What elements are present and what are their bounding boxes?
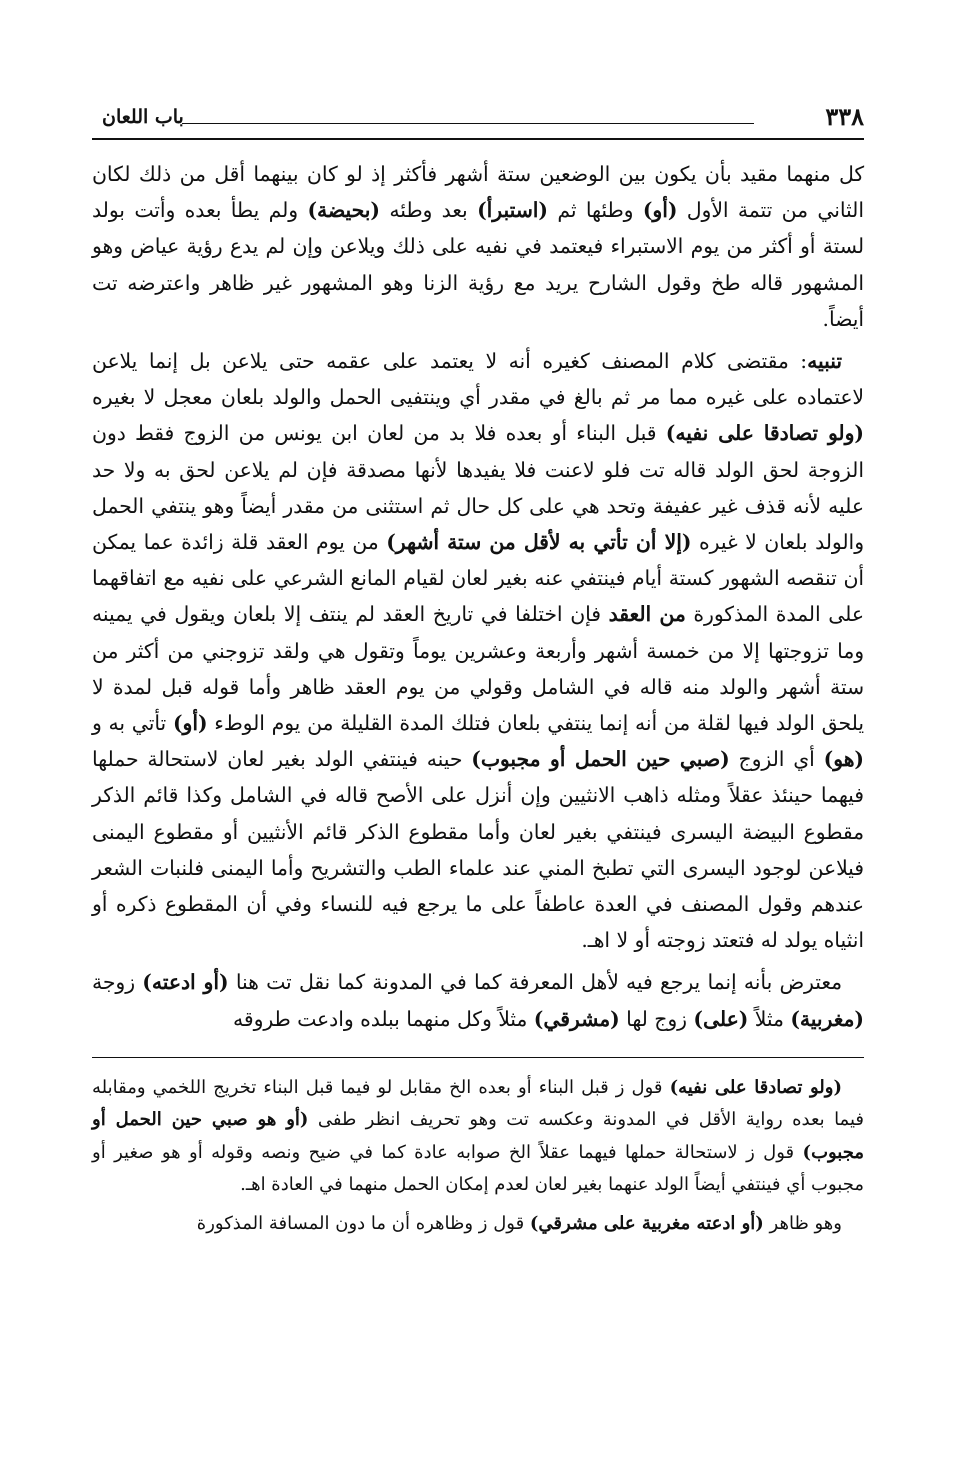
text-run: زوج لها	[619, 1006, 694, 1031]
bold-term: (إلا أن تأتي به لأقل من ستة أشهر)	[386, 530, 692, 555]
paragraph-1	[92, 156, 864, 337]
text-run: وطئها ثم	[547, 198, 643, 223]
text-run: كل منهما مقيد بأن يكون بين الوضعين ستة أشهر فأكثر إذ لو كان بينهما أقل من ذلك لكان الثاني من تتمة الأول	[92, 162, 864, 223]
bold-term: (مغربية)	[790, 1006, 864, 1031]
text-run: تأتي به و	[92, 711, 173, 736]
text-run: قول ز لاستحالة حملها فيهما عقلاً الخ صوابه عادة كما في ضيح ونصه وقوله أو هو صغير أو مجبوب أي فينتفي أيضاً الولد عنهما بغير لعان لعدم إمكان الحمل منهما في العادة اهـ.	[92, 1141, 864, 1196]
text-run: فإن اختلفا في تاريخ العقد لم ينتف إلا بلعان ويقول في يمينه وما تزوجتها إلا من خمسة أشهر وأربعة وعشرين يوماً وتقول هي ولقد تزوجني من أكثر من ستة أشهر والولد منه قاله في الشامل وقولي من يوم العقد ظاهر وأما قوله قبل لمدة لا يلحق الولد فيها لقلة من أنه إنما ينتفي بلعان فتلك المدة القليلة من يوم الوطء	[92, 602, 865, 736]
bold-term: (ولو تصادقا على نفيه)	[665, 421, 864, 446]
bold-term: (صبي حين الحمل أو مجبوب)	[471, 747, 730, 772]
paragraph-2	[92, 343, 864, 958]
bold-term: من العقد	[608, 602, 686, 627]
bold-term: (هو)	[823, 747, 864, 772]
bold-term: (أو ادعته مغربية على مشرقي)	[529, 1212, 764, 1234]
text-run: مثلاً	[748, 1006, 791, 1031]
note-heading: تنبيه	[807, 349, 842, 374]
text-run: مثلاً وكل منهما ببلده وادعت طروقه	[233, 1006, 534, 1031]
book-page	[92, 92, 864, 1392]
bold-term: (أو)	[172, 711, 208, 736]
text-run: قول ز قبل البناء أو بعده الخ مقابل لو فيما قبل البناء تخريج اللخمي ومقابله فيما بعده رواية الأقل في المدونة وعكسه تت وهو تحريف انظر طفى	[92, 1076, 865, 1131]
text-run: ولم يطأ بعده وأتت بولد لستة أو أكثر من يوم الاستبراء فيعتمد في نفيه على ذلك ويلاعن وإن لم يدع رؤية عياض وهو المشهور قاله طخ وقول الشارح يريد مع رؤية الزنا وهو المشهور غير ظاهر واعترضه تت أيضاً.	[92, 198, 864, 331]
page-number: ٣٣٨	[825, 102, 864, 131]
text-run: حينه فينتفي الولد بغير لعان لاستحالة حملها فيهما حينئذ عقلاً ومثله ذاهب الانثيين وإن أنزل على الأصح قاله في الشامل وكذا قائم الذكر مقطوع البيضة اليسرى فينتفي بغير لعان وأما مقطوع الذكر قائم الأنثيين أو مقطوع اليمنى فيلاعن لوجود اليسرى التي تطبخ المني عند علماء الطب والتشريح وأما اليمنى فلنبات الشعر عندهم وقول المصنف في العدة عاطفاً على ما يرجع فيه للنساء وفي أن المقطوع ذكره أو انثياه يولد له فتعتد زوجته أو لا اهـ.	[92, 747, 864, 953]
footnote-1	[92, 1072, 864, 1202]
bold-term: (استبرأ)	[477, 198, 548, 223]
text-run: قبل البناء أو بعده فلا بد من لعان ابن يونس من الزوج فقط دون الزوجة لحق الولد قاله تت فلو لاعنت فلا يفيدها لأنها مصدقة فإن لم يلاعن لحق به ولا حد عليه لأنه قذف غير عفيفة وتحد هي على كل حال ثم استثنى من مقدر أيضاً وهو ينتفي الحمل والولد بلعان لا غيره	[92, 421, 864, 555]
page-header	[92, 92, 864, 132]
footnote-2	[92, 1208, 864, 1241]
bold-term: (أو هو صبي حين الحمل أو مجبوب)	[92, 1109, 864, 1163]
text-run: وهو ظاهر	[763, 1212, 842, 1234]
running-title: باب اللعان	[102, 106, 184, 128]
bold-term: (أو)	[642, 198, 678, 223]
text-run: من يوم العقد قلة زائدة عما يمكن أن تنقصه الشهور كستة أيام فينتفي عنه بغير لعان لقيام المانع الشرعي على نفيه مع اتفاقهما على المدة المذكورة	[92, 530, 864, 627]
bold-term: (مشرقي)	[533, 1006, 620, 1031]
footnote-separator	[92, 1057, 864, 1058]
bold-term: (بحيضة)	[307, 198, 380, 223]
text-run: قول ز وظاهره أن ما دون المسافة المذكورة	[196, 1212, 530, 1234]
text-run: معترض بأنه إنما يرجع فيه لأهل المعرفة كما في المدونة كما نقل تت هنا	[228, 970, 842, 995]
paragraph-3	[92, 964, 864, 1036]
text-run: بعد وطئه	[379, 198, 478, 223]
header-rule	[92, 138, 864, 140]
bold-term: (ولو تصادقا على نفيه)	[669, 1076, 842, 1098]
bold-term: (على)	[693, 1006, 749, 1031]
text-run: أي الزوج	[729, 747, 824, 772]
text-run: : مقتضى كلام المصنف كغيره أنه لا يعتمد على عقمه حتى يلاعن بل إنما يلاعن لاعتماده على غيره مما مر ثم بالغ في مقدر أي وينتفيى الحمل والولد بلعان معجل لا بغيره	[92, 349, 864, 410]
header-line	[182, 123, 754, 124]
text-run: زوجة	[92, 970, 143, 995]
bold-term: (أو ادعته)	[142, 970, 229, 995]
main-text	[92, 156, 864, 1037]
footnotes	[92, 1072, 864, 1241]
